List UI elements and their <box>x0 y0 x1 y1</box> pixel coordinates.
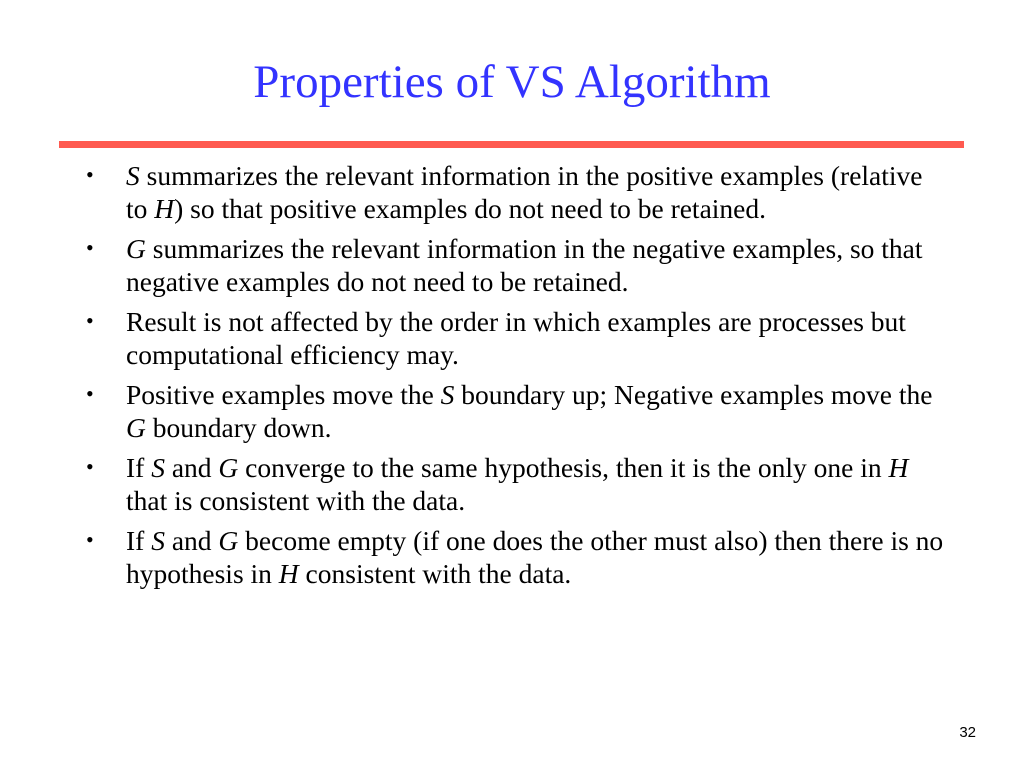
bullet-text: If <box>126 452 152 483</box>
bullet-item-3 <box>84 306 944 371</box>
bullet-marker: • <box>86 381 94 406</box>
bullet-text: and <box>164 452 219 483</box>
bullet-item-1 <box>84 160 944 225</box>
symbol-h: H <box>154 192 175 224</box>
symbol-s: S <box>151 525 165 556</box>
bullet-text: consistent with the data. <box>298 557 572 589</box>
bullet-marker: • <box>86 162 94 187</box>
symbol-h: H <box>278 557 299 589</box>
symbol-g: G <box>126 233 146 264</box>
bullet-item-6 <box>84 525 944 590</box>
bullet-item-4 <box>84 379 944 444</box>
bullet-text: boundary up; Negative examples move the <box>454 379 933 410</box>
bullet-text: summarizes the relevant information in the negative examples, so that negative examples do not need to be retained. <box>126 233 923 297</box>
bullet-text: Result is not affected by the order in which examples are processes but computational efficiency may. <box>126 306 906 370</box>
bullet-text: summarizes the relevant information in the positive examples (relative to <box>126 160 923 224</box>
bullet-text: converge to the same hypothesis, then it is the only one in <box>238 452 889 483</box>
bullet-marker: • <box>86 308 94 333</box>
bullet-text: become empty (if one does the other must also) then there is no hypothesis in <box>126 525 944 589</box>
bullet-item-2 <box>84 233 944 298</box>
bullet-marker: • <box>86 527 94 552</box>
bullet-text: that is consistent with the data. <box>126 484 466 516</box>
symbol-s: S <box>151 452 165 483</box>
bullet-text: If <box>126 525 152 556</box>
symbol-s: S <box>440 379 455 410</box>
symbol-h: H <box>888 452 909 483</box>
bullet-text: boundary down. <box>145 411 332 443</box>
bullet-text: ) so that positive examples do not need to be retained. <box>174 192 766 224</box>
slide-title: Properties of VS Algorithm <box>253 56 771 108</box>
bullet-list <box>84 160 944 598</box>
symbol-s: S <box>126 160 140 191</box>
bullet-text: Positive examples move the <box>126 379 441 410</box>
symbol-g: G <box>218 452 239 483</box>
title-divider <box>59 141 964 148</box>
symbol-g: G <box>218 525 239 556</box>
bullet-marker: • <box>86 235 94 260</box>
bullet-marker: • <box>86 454 94 479</box>
page-number: 32 <box>959 724 976 741</box>
bullet-text: and <box>164 525 219 556</box>
bullet-item-5 <box>84 452 944 517</box>
symbol-g: G <box>126 411 146 443</box>
